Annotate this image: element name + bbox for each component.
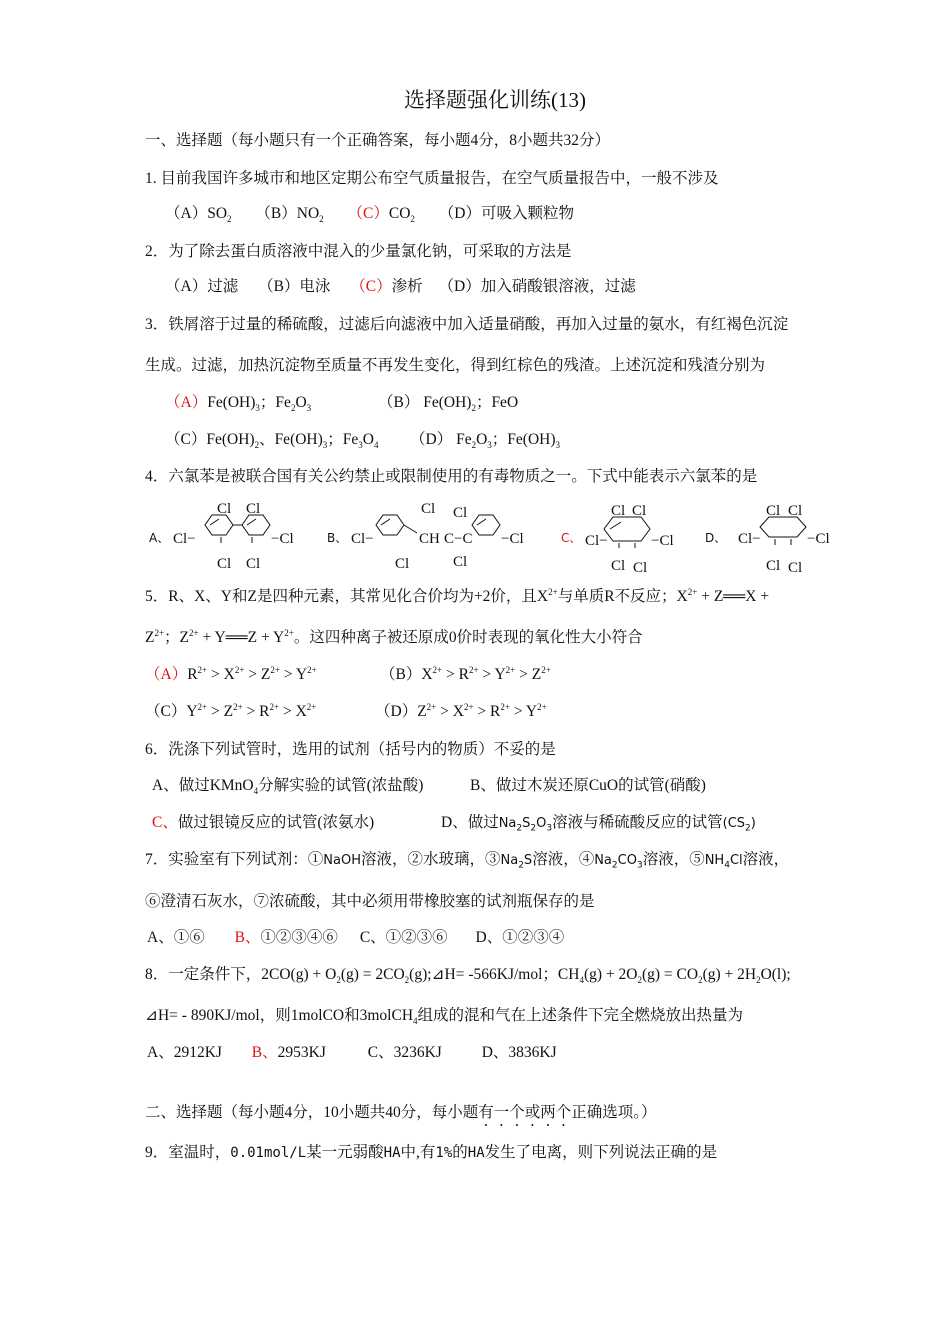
q4-d-cl-right: −Cl (807, 531, 830, 547)
q4-a-cl-left: Cl− (173, 531, 196, 547)
q4-label-c: C、 (561, 531, 582, 545)
q1-b-label: （B） (255, 205, 297, 222)
q1-options: $(A)SO_2$ $(B)NO_2$ $(C)CO_2$ （D）可吸入颗粒物 (165, 205, 574, 225)
q6-option-a: A、做过KMnO$_4$分解实验的试管(浓盐酸) (152, 777, 424, 797)
q1-c-text: CO (388, 205, 411, 222)
q3-option-c: $(C)Fe(OH)_2$、$Fe(OH)_3$；$Fe_3O_4$ (165, 431, 379, 451)
q7-stem-2: ⑥澄清石灰水，⑦浓硫酸，其中必须用带橡胶塞的试剂瓶保存的是 (145, 893, 595, 910)
q9-stem: 9．室温时，0.01mol/L某一元弱酸HA中,有1%的HA发生了电离，则下列说法正确的是 (145, 1144, 718, 1161)
q4-a-ring-right (242, 515, 270, 535)
section1-header: 一、选择题（每小题只有一个正确答案，每小题4分，8小题共32分） (145, 132, 611, 149)
q8-option-a: A、2912KJ (147, 1044, 222, 1061)
q1-b-text: NO (296, 205, 320, 222)
q4-d-ring (760, 517, 806, 537)
q4-c-cl-left: Cl− (585, 533, 608, 549)
q4-b-cl-left: Cl− (351, 531, 374, 547)
q4-b-cl-4: Cl (453, 554, 468, 570)
q7-options (147, 928, 564, 948)
q4-a-cl-3: Cl (217, 556, 232, 572)
q8-option-d: D、3836KJ (481, 1044, 557, 1061)
q8-option-b-label: B、 (251, 1044, 278, 1061)
q7-option-c: C、①②③⑥ (359, 929, 448, 946)
q4-structures (145, 497, 865, 577)
q7-option-b-text: ①②③④⑥ (260, 929, 338, 946)
q1-d-label: （D） (438, 205, 481, 222)
q4-a-cl-right: −Cl (271, 531, 294, 547)
q4-d-cl-2: Cl (788, 503, 803, 519)
q8-options (147, 1043, 557, 1063)
q7-option-a: A、①⑥ (147, 929, 205, 946)
q1-stem: 1. 目前我国许多城市和地区定期公布空气质量报告，在空气质量报告中，一般不涉及 (145, 170, 719, 187)
q7-option-d: D、①②③④ (475, 929, 565, 946)
q2-b: （B）电泳 (258, 278, 331, 295)
q4-d-cl-left: Cl− (738, 531, 761, 547)
q4-b-ch: CH (419, 531, 440, 547)
q4-d-cl-3: Cl (766, 558, 781, 574)
q1-d-text: 可吸入颗粒物 (480, 205, 574, 222)
q4-label-d: D、 (705, 531, 727, 545)
q8-option-b-text: 2953KJ (277, 1044, 326, 1061)
q7-option-b-label: B、 (234, 929, 261, 946)
q4-d-cl-4: Cl (788, 560, 803, 576)
q2-stem: 2．为了除去蛋白质溶液中混入的少量氯化钠，可采取的方法是 (145, 243, 572, 260)
page-title: 选择题强化训练(13) (404, 88, 586, 112)
q4-c-cl-3: Cl (611, 558, 626, 574)
q4-a-ring-left (205, 515, 233, 535)
q3-stem-1: 3．铁屑溶于过量的稀硫酸，过滤后向滤液中加入适量硝酸，再加入过量的氨水，有红褐色沉淀 (145, 316, 789, 333)
q2-c-label: （C） (350, 278, 392, 295)
q4-a-cl-1: Cl (217, 501, 232, 517)
q4-c-cl-right: −Cl (651, 533, 674, 549)
q5-stem-2: $Z^{2+}$；$Z^{2+}$ + Y══Z + $Y^{2+}$。这四种离子被还原成0价时表现的氧化性大小符合 (145, 627, 643, 646)
q4-c-cl-4: Cl (633, 560, 648, 576)
q4-c-cl-1: Cl (611, 503, 626, 519)
q8-option-c: C、3236KJ (367, 1044, 442, 1061)
q4-a-cl-2: Cl (246, 501, 261, 517)
section2-header: 二、选择题（每小题4分，10小题共40分，每小题有一个或两个正确选项。） (145, 1104, 657, 1121)
q1-a-text: SO (207, 205, 228, 222)
q6-stem: 6．洗涤下列试管时，选用的试剂（括号内的物质）不妥的是 (145, 741, 556, 758)
q2-options (165, 277, 636, 297)
q5-option-d: $(D)Z^{2+} > X^{2+} > R^{2+} > Y^{2+}$ (375, 701, 547, 720)
q6-option-b: B、做过木炭还原CuO的试管(硝酸) (470, 777, 706, 794)
q3-stem-2: 生成。过滤，加热沉淀物至质量不再发生变化，得到红棕色的残渣。上述沉淀和残渣分别为 (145, 357, 766, 374)
q4-b-ring-right (472, 515, 500, 535)
q4-b-ring-left (376, 515, 404, 535)
section2-emphasis: 有一个或两个 (478, 1104, 572, 1121)
q1-a-label: （A） (165, 205, 208, 222)
q3-option-d: （D） $Fe_2O_3$；$Fe(OH)_3$ (410, 431, 560, 451)
q5-option-c: $(C)Y^{2+} > Z^{2+} > R^{2+} > X^{2+}$ (145, 701, 317, 720)
q2-a: （A）过滤 (165, 278, 239, 295)
q6-option-d: D、做过$Na_2S_2O_3$溶液与稀硫酸反应的试管$(CS_2)$ (441, 814, 756, 834)
q4-c-cl-2: Cl (632, 503, 647, 519)
q5-option-a: $(A)R^{2+} > X^{2+} > Z^{2+} > Y^{2+}$ (145, 664, 317, 683)
q4-a-cl-4: Cl (246, 556, 261, 572)
q8-stem-1: 8．一定条件下，$2CO(g) + O_2(g)$ = $2CO_2(g);⊿H= -566KJ/mol$；$CH_4(g) + 2O_2(g) = CO_2(g) + 2H_2O(l)$; (145, 966, 791, 986)
q8-stem-2: ⊿H= - 890KJ/mol，则1molCO和3molCH$_4$组成的混和气在上述条件下完全燃烧放出热量为 (145, 1007, 744, 1027)
q4-stem: 4．六氯苯是被联合国有关公约禁止或限制使用的有毒物质之一。下式中能表示六氯苯的是 (145, 468, 758, 485)
q3-option-a: $(A)Fe(OH)_3$；$Fe_2O_3$ (165, 394, 312, 414)
q4-d-cl-1: Cl (766, 503, 781, 519)
q4-b-cl-right: −Cl (501, 531, 524, 547)
q4-label-b: B、 (327, 531, 348, 545)
q4-b-cl-2: Cl (453, 505, 468, 521)
q3-option-b: （B） $Fe(OH)_2$；FeO (378, 394, 519, 414)
q2-d: （D）加入硝酸银溶液，过滤 (438, 278, 636, 295)
q4-b-cc: C−C (444, 531, 473, 547)
q7-stem-1: 7．实验室有下列试剂：①NaOH溶液，②水玻璃，$③Na_2S$溶液，$④Na_2CO_3$溶液，$⑤NH_4Cl$溶液， (145, 851, 790, 871)
q4-b-cl-3: Cl (395, 556, 410, 572)
q4-b-cl-1: Cl (421, 501, 436, 517)
q1-c-label: （C） (347, 205, 389, 222)
q4-label-a: A、 (149, 531, 170, 545)
q2-c-text: 渗析 (391, 278, 423, 295)
q6-option-c: C、做过银镜反应的试管(浓氨水) (152, 814, 375, 831)
q5-option-b: $(B)X^{2+} > R^{2+} > Y^{2+} > Z^{2+}$ (380, 664, 551, 683)
q5-stem-1: 5．R、X、Y和Z是四种元素，其常见化合价均为+2价，且$X^{2+}$与单质R不反应；$X^{2+}$ + Z══X + (145, 586, 770, 605)
